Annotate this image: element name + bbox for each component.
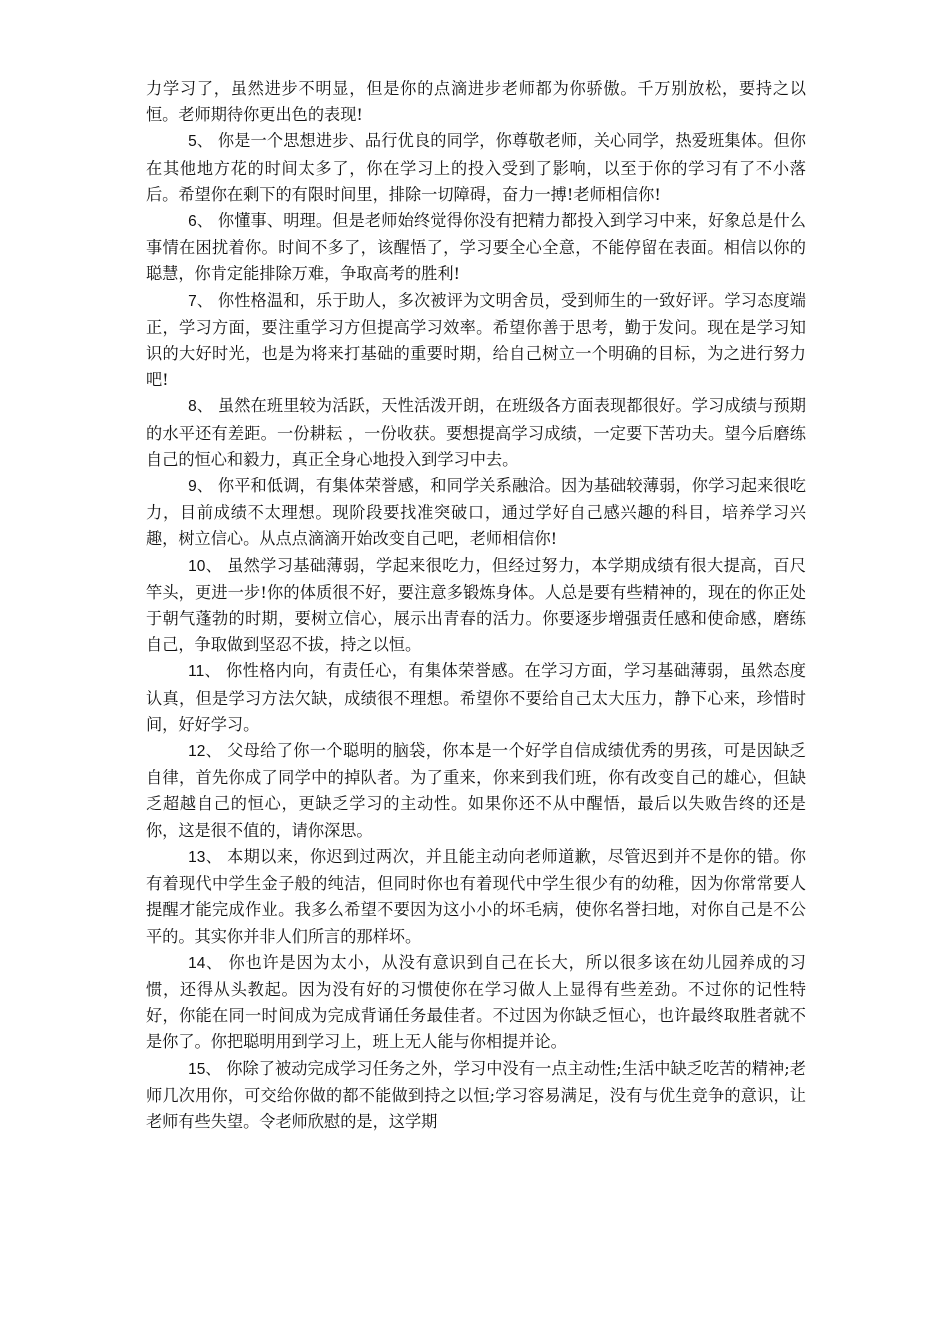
paragraph-13 [146, 844, 806, 950]
paragraph-text: 虽然学习基础薄弱，学起来很吃力，但经过努力，本学期成绩有很大提高，百尺竿头，更进一步!你的体质很不好，要注意多锻炼身体。人总是要有些精神的，现在的你正处于朝气蓬勃的时期，要树立信心，展示出青春的活力。你要逐步增强责任感和使命感，磨练自己，争取做到坚忍不拔，持之以恒。 [146, 555, 806, 655]
paragraph-number: 5、 [188, 133, 213, 151]
paragraph-text: 你性格温和，乐于助人，多次被评为文明舍员，受到师生的一致好评。学习态度端正，学习方面，要注重学习方但提高学习效率。希望你善于思考，勤于发问。现在是学习知识的大好时光，也是为将来打基础的重要时期，给自己树立一个明确的目标，为之进行努力吧! [146, 290, 806, 390]
paragraph-number: 7、 [188, 292, 213, 310]
paragraph-number: 13、 [188, 848, 222, 866]
paragraph-number: 12、 [188, 743, 222, 761]
paragraph-text: 你也许是因为太小，从没有意识到自己在长大，所以很多该在幼儿园养成的习惯，还得从头教起。因为没有好的习惯使你在学习做人上显得有些差劲。不过你的记性特好，你能在同一时间成为完成背诵任务最佳者。不过因为你缺乏恒心，也许最终取胜者就不是你了。你把聪明用到学习上，班上无人能与你相提并论。 [146, 952, 806, 1052]
paragraph-text: 你是一个思想进步、品行优良的同学，你尊敬老师，关心同学，热爱班集体。但你在其他地方花的时间太多了，你在学习上的投入受到了影响，以至于你的学习有了不小落后。希望你在剩下的有限时间里，排除一切障碍，奋力一搏!老师相信你! [146, 131, 806, 204]
paragraph-9 [146, 473, 806, 553]
paragraph-14 [146, 950, 806, 1056]
paragraph-text: 虽然在班里较为活跃，天性活泼开朗，在班级各方面表现都很好。学习成绩与预期的水平还有差距。一份耕耘 ，一份收获。要想提高学习成绩，一定要下苦功夫。望今后磨练自己的恒心和毅力，真正全身心地投入到学习中去。 [146, 396, 806, 469]
paragraph-number: 10、 [188, 557, 222, 575]
paragraph-15 [146, 1056, 806, 1136]
paragraph-number: 15、 [188, 1060, 221, 1078]
paragraph-10 [146, 553, 806, 659]
paragraph-continued [146, 76, 806, 128]
paragraph-number: 9、 [188, 478, 213, 496]
paragraph-5 [146, 128, 806, 208]
paragraph-number: 8、 [188, 398, 213, 416]
paragraph-11 [146, 658, 806, 738]
paragraph-text: 你平和低调，有集体荣誉感，和同学关系融洽。因为基础较薄弱，你学习起来很吃力，目前成绩不太理想。现阶段要找准突破口，通过学好自己感兴趣的科目，培养学习兴趣，树立信心。从点点滴滴开始改变自己吧，老师相信你! [146, 476, 806, 549]
document-page [146, 76, 806, 1135]
paragraph-8 [146, 393, 806, 473]
paragraph-text: 本期以来，你迟到过两次，并且能主动向老师道歉，尽管迟到并不是你的错。你有着现代中学生金子般的纯洁，但同时你也有着现代中学生很少有的幼稚，因为你常常要人提醒才能完成作业。我多么希望不要因为这小小的坏毛病，使你名誉扫地，对你自己是不公平的。其实你并非人们所言的那样坏。 [146, 846, 806, 946]
paragraph-number: 14、 [188, 954, 223, 972]
paragraph-text: 力学习了，虽然进步不明显，但是你的点滴进步老师都为你骄傲。千万别放松，要持之以恒。老师期待你更出色的表现! [146, 79, 806, 125]
paragraph-number: 11、 [188, 663, 221, 681]
paragraph-7 [146, 288, 806, 394]
paragraph-text: 你除了被动完成学习任务之外，学习中没有一点主动性;生活中缺乏吃苦的精神;老师几次用你，可交给你做的都不能做到持之以恒;学习容易满足，没有与优生竞争的意识，让老师有些失望。令老师欣慰的是，这学期 [146, 1058, 806, 1131]
paragraph-text: 你懂事、明理。但是老师始终觉得你没有把精力都投入到学习中来，好象总是什么事情在困扰着你。时间不多了，该醒悟了，学习要全心全意，不能停留在表面。相信以你的聪慧，你肯定能排除万难，争取高考的胜利! [146, 211, 806, 284]
paragraph-text: 父母给了你一个聪明的脑袋，你本是一个好学自信成绩优秀的男孩，可是因缺乏自律，首先你成了同学中的掉队者。为了重来，你来到我们班，你有改变自己的雄心，但缺乏超越自己的恒心，更缺乏学习的主动性。如果你还不从中醒悟，最后以失败告终的还是你，这是很不值的，请你深思。 [146, 741, 806, 840]
paragraph-12 [146, 738, 806, 844]
paragraph-number: 6、 [188, 213, 213, 231]
paragraph-6 [146, 208, 806, 288]
paragraph-text: 你性格内向，有责任心，有集体荣誉感。在学习方面，学习基础薄弱，虽然态度认真，但是学习方法欠缺，成绩很不理想。希望你不要给自己太大压力，静下心来，珍惜时间，好好学习。 [146, 661, 806, 734]
